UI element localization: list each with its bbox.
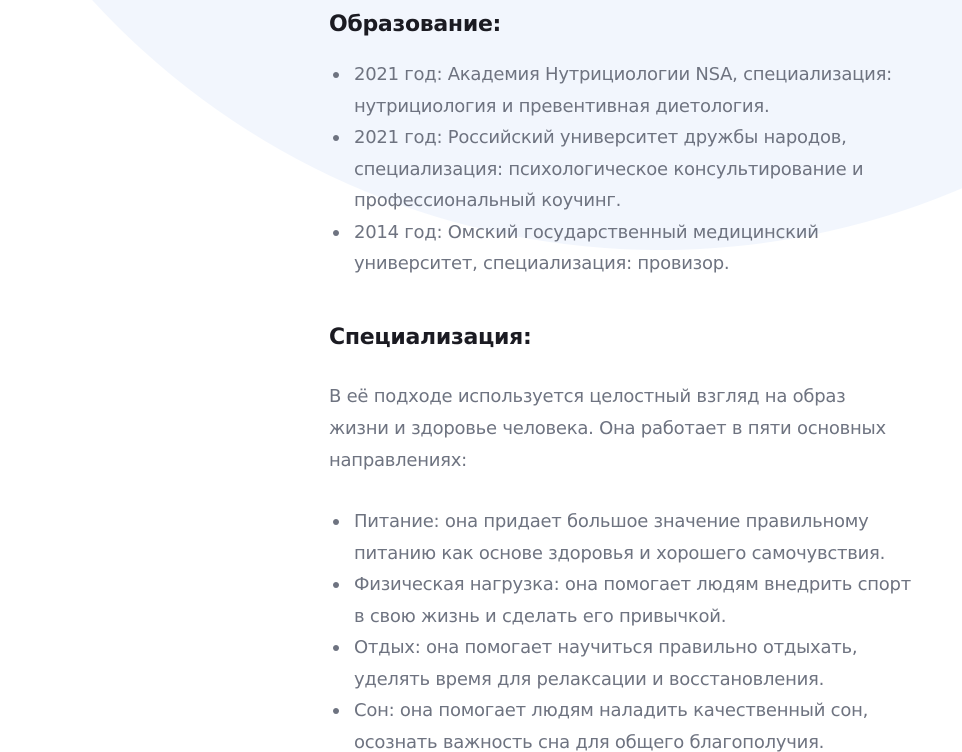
list-item-text: Физическая нагрузка: она помогает людям внедрить спорт в свою жизнь и сделать его привычкой. (354, 574, 911, 627)
bullet-icon (333, 519, 339, 525)
list-item-text: 2021 год: Российский университет дружбы народов, специализация: психологическое консультирование и профессиональный коучинг. (354, 127, 864, 211)
list-item (329, 632, 919, 695)
list-item (329, 506, 919, 569)
bullet-icon (333, 72, 339, 78)
list-item (329, 695, 919, 752)
list-item-text: Сон: она помогает людям наладить качественный сон, осознать важность сна для общего благополучия. (354, 700, 869, 752)
specialization-heading: Специализация: (329, 325, 532, 350)
bullet-icon (333, 645, 339, 651)
list-item-text: Питание: она придает большое значение правильному питанию как основе здоровья и хорошего самочувствия. (354, 511, 886, 564)
specialization-intro: В её подходе используется целостный взгляд на образ жизни и здоровье человека. Она работает в пяти основных направлениях: (329, 386, 886, 471)
list-item (329, 569, 919, 632)
bullet-icon (333, 230, 339, 236)
list-item-text: 2021 год: Академия Нутрициологии NSA, специализация: нутрициология и превентивная диетология. (354, 64, 892, 117)
bullet-icon (333, 135, 339, 141)
directions-list (329, 506, 919, 752)
list-item (329, 122, 919, 217)
list-item-text: Отдых: она помогает научиться правильно отдыхать, уделять время для релаксации и восстановления. (354, 637, 858, 690)
list-item (329, 59, 919, 122)
education-list (329, 59, 919, 280)
bullet-icon (333, 708, 339, 714)
education-heading: Образование: (329, 12, 502, 37)
list-item (329, 217, 919, 280)
bullet-icon (333, 582, 339, 588)
list-item-text: 2014 год: Омский государственный медицинский университет, специализация: провизор. (354, 221, 819, 274)
